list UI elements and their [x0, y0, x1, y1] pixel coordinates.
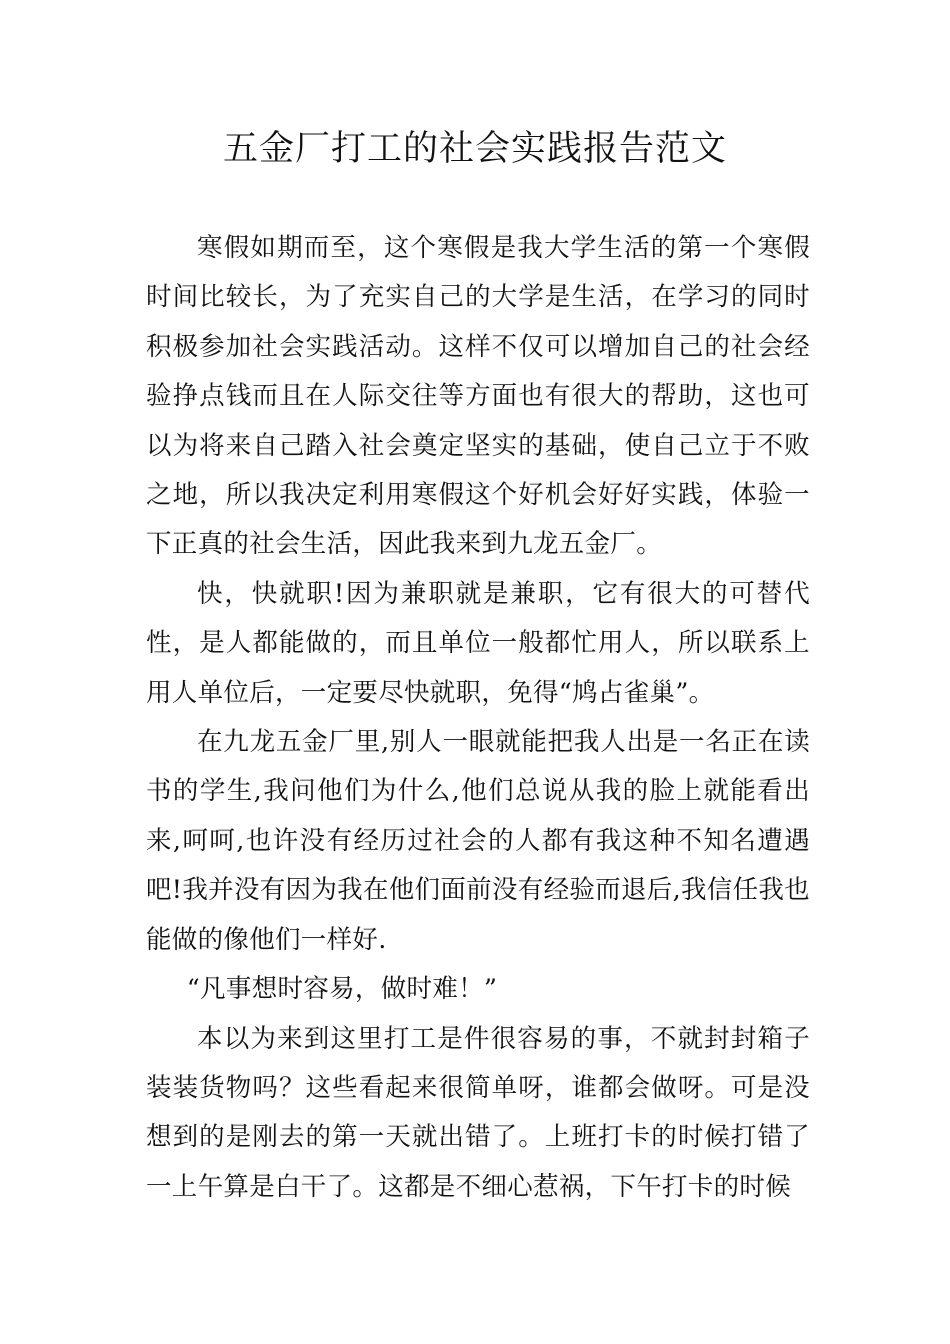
paragraph-1: 寒假如期而至，这个寒假是我大学生活的第一个寒假时间比较长，为了充实自己的大学是生活，在学习的同时积极参加社会实践活动。这样不仅可以增加自己的社会经验挣点钱而且在人际交往等方面也有很大的帮助，这也可以为将来自己踏入社会奠定坚实的基础，使自己立于不败之地，所以我决定利用寒假这个好机会好好实践，体验一下正真的社会生活，因此我来到九龙五金厂。 [146, 233, 810, 560]
document-body [146, 224, 810, 1212]
paragraph-2: 快，快就职!因为兼职就是兼职，它有很大的可替代性，是人都能做的，而且单位一般都忙用人，所以联系上用人单位后，一定要尽快就职，免得“鸠占雀巢”。 [146, 578, 810, 708]
paragraph-3: 在九龙五金厂里,别人一眼就能把我人出是一名正在读书的学生,我问他们为什么,他们总说从我的脸上就能看出来,呵呵,也许没有经历过社会的人都有我这种不知名遭遇吧!我并没有因为我在他们面前没有经验而退后,我信任我也能做的像他们一样好. [146, 727, 810, 955]
document-title: 五金厂打工的社会实践报告范文 [222, 129, 727, 169]
paragraph-4-quote: “凡事想时容易，做时难！” [186, 974, 498, 1005]
paragraph-5: 本以为来到这里打工是件很容易的事，不就封封箱子装装货物吗？这些看起来很简单呀，谁都会做呀。可是没想到的是刚去的第一天就出错了。上班打卡的时候打错了一上午算是白干了。这都是不细心惹祸，下午打卡的时候 [146, 1023, 810, 1202]
